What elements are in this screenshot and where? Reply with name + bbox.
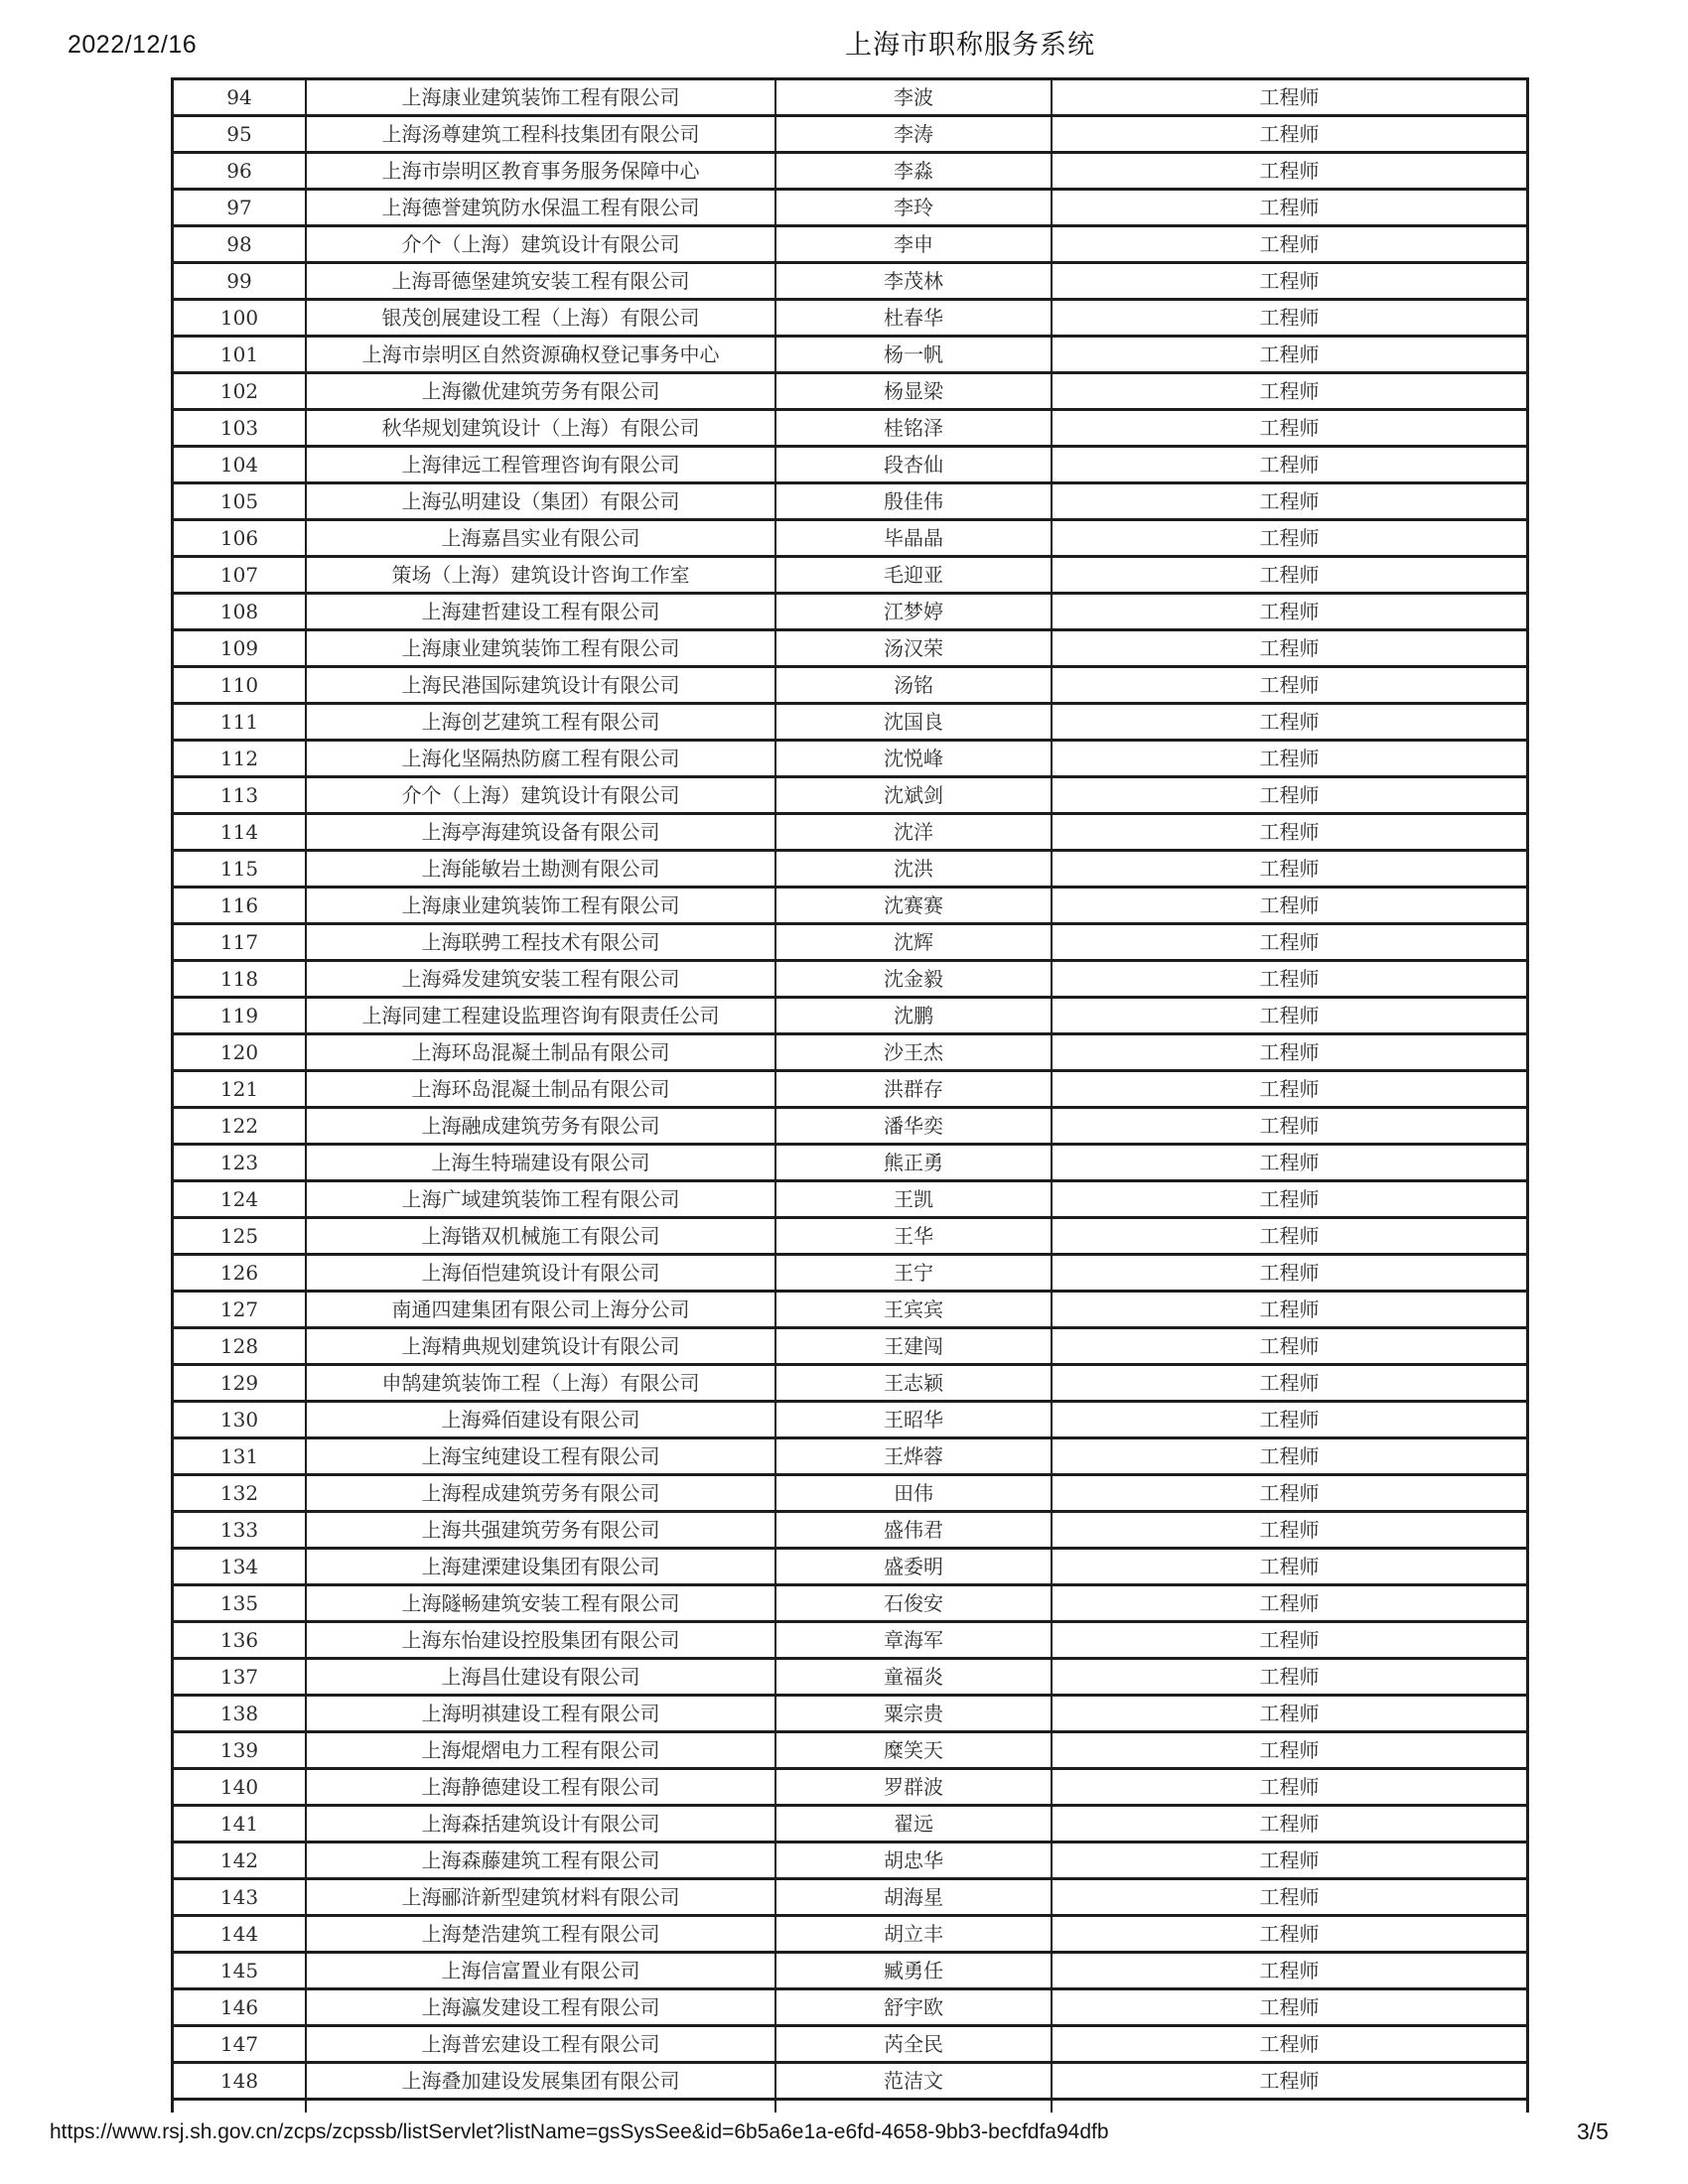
company-cell: 上海市崇明区教育事务服务保障中心 — [307, 154, 776, 188]
company-cell: 上海德誉建筑防水保温工程有限公司 — [307, 191, 776, 224]
company-cell: 上海嘉昌实业有限公司 — [307, 521, 776, 555]
job-title-cell: 工程师 — [1259, 1555, 1320, 1578]
row-number-cell: 108 — [174, 595, 307, 628]
job-title-cell: 工程师 — [1259, 1959, 1320, 1982]
job-title-cell: 工程师 — [1259, 1261, 1320, 1285]
table-row — [174, 742, 1526, 778]
job-title-cell: 工程师 — [1259, 636, 1320, 660]
row-number-cell: 109 — [174, 631, 307, 665]
row-number-cell: 96 — [174, 154, 307, 188]
person-name-cell: 沈悦峰 — [776, 742, 1053, 775]
company-cell: 上海环岛混凝土制品有限公司 — [307, 1035, 776, 1069]
row-number-cell: 147 — [174, 2027, 307, 2061]
company-cell: 介个（上海）建筑设计有限公司 — [307, 227, 776, 261]
person-name-cell: 糜笑天 — [776, 1733, 1053, 1767]
job-title-cell: 工程师 — [1259, 1665, 1320, 1689]
person-name-cell: 殷佳伟 — [776, 484, 1053, 518]
company-cell: 上海徽优建筑劳务有限公司 — [307, 374, 776, 408]
row-number-cell: 119 — [174, 999, 307, 1032]
table-row — [174, 1256, 1526, 1293]
company-cell: 上海联骋工程技术有限公司 — [307, 925, 776, 959]
table-row — [174, 852, 1526, 888]
table-next-row-sliver — [174, 2101, 1526, 2113]
person-name-cell: 章海军 — [776, 1623, 1053, 1657]
row-number-cell: 137 — [174, 1660, 307, 1694]
job-title-cell: 工程师 — [1259, 893, 1320, 917]
print-footer-page: 3/5 — [1577, 2118, 1609, 2144]
job-title-cell: 工程师 — [1259, 783, 1320, 807]
company-cell: 介个（上海）建筑设计有限公司 — [307, 778, 776, 812]
company-cell: 上海化坚隔热防腐工程有限公司 — [307, 742, 776, 775]
table-row — [174, 999, 1526, 1035]
job-title-cell: 工程师 — [1259, 1334, 1320, 1358]
company-cell: 上海共强建筑劳务有限公司 — [307, 1513, 776, 1547]
person-name-cell: 沈洋 — [776, 815, 1053, 849]
row-number-cell: 135 — [174, 1586, 307, 1620]
person-name-cell: 沈辉 — [776, 925, 1053, 959]
row-number-cell: 94 — [174, 80, 307, 114]
row-number-cell: 99 — [174, 264, 307, 298]
person-name-cell: 胡立丰 — [776, 1917, 1053, 1951]
job-title-cell: 工程师 — [1259, 1077, 1320, 1101]
table-row — [174, 448, 1526, 484]
company-cell: 上海楚浩建筑工程有限公司 — [307, 1917, 776, 1951]
row-number-cell: 142 — [174, 1843, 307, 1877]
job-title-cell: 工程师 — [1259, 1848, 1320, 1872]
row-number-cell: 117 — [174, 925, 307, 959]
person-name-cell: 毛迎亚 — [776, 558, 1053, 592]
job-title-cell: 工程师 — [1259, 1518, 1320, 1542]
print-header-date: 2022/12/16 — [68, 31, 198, 59]
row-number-cell: 102 — [174, 374, 307, 408]
person-name-cell: 李涛 — [776, 117, 1053, 151]
job-title-cell: 工程师 — [1259, 563, 1320, 587]
table-row — [174, 191, 1526, 227]
table-row — [174, 264, 1526, 301]
row-number-cell: 103 — [174, 411, 307, 445]
table-row — [174, 1990, 1526, 2027]
table-row — [174, 1072, 1526, 1109]
row-number-cell: 130 — [174, 1403, 307, 1436]
table-row — [174, 1917, 1526, 1954]
row-number-cell: 121 — [174, 1072, 307, 1106]
job-title-cell: 工程师 — [1259, 489, 1320, 513]
person-name-cell: 王烨蓉 — [776, 1439, 1053, 1473]
table-row — [174, 1403, 1526, 1439]
job-title-cell: 工程师 — [1259, 710, 1320, 734]
company-cell: 上海焜熠电力工程有限公司 — [307, 1733, 776, 1767]
job-title-cell: 工程师 — [1259, 122, 1320, 146]
person-name-cell: 汤汉荣 — [776, 631, 1053, 665]
company-cell: 上海融成建筑劳务有限公司 — [307, 1109, 776, 1143]
person-name-cell: 江梦婷 — [776, 595, 1053, 628]
table-row — [174, 1439, 1526, 1476]
row-number-cell: 141 — [174, 1807, 307, 1841]
person-name-cell: 童福炎 — [776, 1660, 1053, 1694]
table-row — [174, 1807, 1526, 1843]
row-number-cell: 107 — [174, 558, 307, 592]
table-row — [174, 1293, 1526, 1329]
company-cell: 上海森括建筑设计有限公司 — [307, 1807, 776, 1841]
company-cell: 上海能敏岩土勘测有限公司 — [307, 852, 776, 886]
row-number-cell: 143 — [174, 1880, 307, 1914]
job-title-cell: 工程师 — [1259, 342, 1320, 366]
row-number-cell: 146 — [174, 1990, 307, 2024]
table-row — [174, 521, 1526, 558]
table-row — [174, 668, 1526, 705]
row-number-cell: 124 — [174, 1182, 307, 1216]
person-name-cell: 翟远 — [776, 1807, 1053, 1841]
job-title-cell: 工程师 — [1259, 85, 1320, 109]
person-name-cell: 杨显梁 — [776, 374, 1053, 408]
table-row — [174, 1366, 1526, 1403]
job-title-cell: 工程师 — [1259, 1297, 1320, 1321]
person-name-cell: 杨一帆 — [776, 338, 1053, 371]
person-name-cell: 沈洪 — [776, 852, 1053, 886]
person-name-cell: 沈国良 — [776, 705, 1053, 739]
table-row — [174, 374, 1526, 411]
table-row — [174, 1623, 1526, 1660]
company-cell: 上海康业建筑装饰工程有限公司 — [307, 80, 776, 114]
company-cell: 上海民港国际建筑设计有限公司 — [307, 668, 776, 702]
person-name-cell: 石俊安 — [776, 1586, 1053, 1620]
company-cell: 上海亭海建筑设备有限公司 — [307, 815, 776, 849]
row-number-cell: 106 — [174, 521, 307, 555]
company-cell: 上海生特瑞建设有限公司 — [307, 1146, 776, 1179]
company-cell: 上海程成建筑劳务有限公司 — [307, 1476, 776, 1510]
job-title-cell: 工程师 — [1259, 269, 1320, 293]
company-cell: 上海信富置业有限公司 — [307, 1954, 776, 1987]
company-cell: 上海创艺建筑工程有限公司 — [307, 705, 776, 739]
job-title-cell: 工程师 — [1259, 967, 1320, 991]
table-row — [174, 962, 1526, 999]
person-name-cell: 王凯 — [776, 1182, 1053, 1216]
person-name-cell: 李茂林 — [776, 264, 1053, 298]
job-title-cell: 工程师 — [1259, 1922, 1320, 1946]
person-name-cell: 舒宇欧 — [776, 1990, 1053, 2024]
table-row — [174, 1586, 1526, 1623]
company-cell: 秋华规划建筑设计（上海）有限公司 — [307, 411, 776, 445]
table-row — [174, 1513, 1526, 1550]
person-name-cell: 沈鹏 — [776, 999, 1053, 1032]
job-title-cell: 工程师 — [1259, 526, 1320, 550]
company-cell: 上海森藤建筑工程有限公司 — [307, 1843, 776, 1877]
job-title-cell: 工程师 — [1259, 1371, 1320, 1395]
person-name-cell: 沈斌剑 — [776, 778, 1053, 812]
row-number-cell: 111 — [174, 705, 307, 739]
company-cell: 上海静德建设工程有限公司 — [307, 1770, 776, 1804]
company-cell: 上海宝纯建设工程有限公司 — [307, 1439, 776, 1473]
company-cell: 上海郦浒新型建筑材料有限公司 — [307, 1880, 776, 1914]
person-name-cell: 芮全民 — [776, 2027, 1053, 2061]
row-number-cell: 101 — [174, 338, 307, 371]
table-row — [174, 227, 1526, 264]
table-row — [174, 1109, 1526, 1146]
row-number-cell: 125 — [174, 1219, 307, 1253]
company-cell: 上海叠加建设发展集团有限公司 — [307, 2064, 776, 2098]
company-cell: 上海同建工程建设监理咨询有限责任公司 — [307, 999, 776, 1032]
person-name-cell: 潘华奕 — [776, 1109, 1053, 1143]
company-cell: 上海广域建筑装饰工程有限公司 — [307, 1182, 776, 1216]
job-title-cell: 工程师 — [1259, 1040, 1320, 1064]
company-cell: 申鹄建筑装饰工程（上海）有限公司 — [307, 1366, 776, 1400]
job-title-cell: 工程师 — [1259, 1004, 1320, 1027]
job-title-cell: 工程师 — [1259, 2032, 1320, 2056]
company-cell: 上海建哲建设工程有限公司 — [307, 595, 776, 628]
company-cell: 上海隧畅建筑安装工程有限公司 — [307, 1586, 776, 1620]
row-number-cell: 118 — [174, 962, 307, 996]
job-title-cell: 工程师 — [1259, 379, 1320, 403]
person-name-cell: 李玲 — [776, 191, 1053, 224]
person-name-cell: 洪群存 — [776, 1072, 1053, 1106]
person-name-cell: 王宾宾 — [776, 1293, 1053, 1326]
company-cell: 上海精典规划建筑设计有限公司 — [307, 1329, 776, 1363]
table-row — [174, 411, 1526, 448]
job-title-cell: 工程师 — [1259, 1702, 1320, 1725]
row-number-cell: 100 — [174, 301, 307, 335]
company-cell: 南通四建集团有限公司上海分公司 — [307, 1293, 776, 1326]
table-row — [174, 1219, 1526, 1256]
person-name-cell: 王宁 — [776, 1256, 1053, 1290]
person-name-cell: 田伟 — [776, 1476, 1053, 1510]
table-row — [174, 1697, 1526, 1733]
table-row — [174, 338, 1526, 374]
row-number-cell: 136 — [174, 1623, 307, 1657]
job-title-cell: 工程师 — [1259, 1995, 1320, 2019]
company-cell: 上海康业建筑装饰工程有限公司 — [307, 631, 776, 665]
table-row — [174, 1035, 1526, 1072]
row-number-cell: 128 — [174, 1329, 307, 1363]
row-number-cell: 95 — [174, 117, 307, 151]
company-cell: 银茂创展建设工程（上海）有限公司 — [307, 301, 776, 335]
table-row — [174, 1770, 1526, 1807]
row-number-cell: 105 — [174, 484, 307, 518]
table-row — [174, 595, 1526, 631]
row-number-cell: 148 — [174, 2064, 307, 2098]
job-title-cell: 工程师 — [1259, 2069, 1320, 2093]
person-name-cell: 李波 — [776, 80, 1053, 114]
company-cell: 策场（上海）建筑设计咨询工作室 — [307, 558, 776, 592]
table-row — [174, 1660, 1526, 1697]
table-row — [174, 558, 1526, 595]
person-name-cell: 沈赛赛 — [776, 888, 1053, 922]
person-name-cell: 沙王杰 — [776, 1035, 1053, 1069]
row-number-cell: 104 — [174, 448, 307, 481]
job-title-cell: 工程师 — [1259, 1408, 1320, 1432]
row-number-cell: 131 — [174, 1439, 307, 1473]
row-number-cell: 97 — [174, 191, 307, 224]
company-cell: 上海东怡建设控股集团有限公司 — [307, 1623, 776, 1657]
row-number-cell: 114 — [174, 815, 307, 849]
row-number-cell: 113 — [174, 778, 307, 812]
person-name-cell: 桂铭泽 — [776, 411, 1053, 445]
job-title-cell: 工程师 — [1259, 600, 1320, 623]
table-row — [174, 888, 1526, 925]
row-number-cell: 126 — [174, 1256, 307, 1290]
job-title-cell: 工程师 — [1259, 1775, 1320, 1799]
table-row — [174, 1733, 1526, 1770]
job-title-cell: 工程师 — [1259, 747, 1320, 770]
table-row — [174, 925, 1526, 962]
job-title-cell: 工程师 — [1259, 1444, 1320, 1468]
row-number-cell: 140 — [174, 1770, 307, 1804]
person-name-cell: 沈金毅 — [776, 962, 1053, 996]
company-cell: 上海哥德堡建筑安装工程有限公司 — [307, 264, 776, 298]
row-number-cell: 122 — [174, 1109, 307, 1143]
job-title-cell: 工程师 — [1259, 232, 1320, 256]
table-row — [174, 1843, 1526, 1880]
row-number-cell: 144 — [174, 1917, 307, 1951]
table-row — [174, 1329, 1526, 1366]
job-title-cell: 工程师 — [1259, 1187, 1320, 1211]
job-title-cell: 工程师 — [1259, 1885, 1320, 1909]
company-cell: 上海市崇明区自然资源确权登记事务中心 — [307, 338, 776, 371]
row-number-cell: 132 — [174, 1476, 307, 1510]
company-cell: 上海佰恺建筑设计有限公司 — [307, 1256, 776, 1290]
person-name-cell: 盛伟君 — [776, 1513, 1053, 1547]
row-number-cell: 133 — [174, 1513, 307, 1547]
row-number-cell: 120 — [174, 1035, 307, 1069]
row-number-cell: 112 — [174, 742, 307, 775]
person-name-cell: 毕晶晶 — [776, 521, 1053, 555]
person-name-cell: 盛委明 — [776, 1550, 1053, 1583]
table-row — [174, 1954, 1526, 1990]
person-name-cell: 胡忠华 — [776, 1843, 1053, 1877]
job-title-cell: 工程师 — [1259, 196, 1320, 219]
table-row — [174, 154, 1526, 191]
job-title-cell: 工程师 — [1259, 306, 1320, 330]
person-name-cell: 王建闯 — [776, 1329, 1053, 1363]
person-name-cell: 臧勇任 — [776, 1954, 1053, 1987]
person-name-cell: 范洁文 — [776, 2064, 1053, 2098]
person-name-cell: 李淼 — [776, 154, 1053, 188]
row-number-cell: 129 — [174, 1366, 307, 1400]
row-number-cell: 139 — [174, 1733, 307, 1767]
company-cell — [307, 2101, 776, 2113]
table-row — [174, 778, 1526, 815]
company-cell: 上海环岛混凝土制品有限公司 — [307, 1072, 776, 1106]
table-row — [174, 1880, 1526, 1917]
person-name-cell: 李申 — [776, 227, 1053, 261]
job-title-cell: 工程师 — [1259, 857, 1320, 881]
person-name-cell — [776, 2101, 1053, 2113]
row-number-cell: 145 — [174, 1954, 307, 1987]
company-cell: 上海明祺建设工程有限公司 — [307, 1697, 776, 1730]
table-row — [174, 631, 1526, 668]
job-title-cell: 工程师 — [1259, 159, 1320, 183]
titles-table — [171, 77, 1529, 2113]
person-name-cell: 王昭华 — [776, 1403, 1053, 1436]
row-number-cell: 98 — [174, 227, 307, 261]
company-cell: 上海建溧建设集团有限公司 — [307, 1550, 776, 1583]
table-row — [174, 1146, 1526, 1182]
job-title-cell: 工程师 — [1259, 1224, 1320, 1248]
row-number-cell: 138 — [174, 1697, 307, 1730]
table-rows — [174, 80, 1526, 2101]
table-row — [174, 80, 1526, 117]
company-cell: 上海汤尊建筑工程科技集团有限公司 — [307, 117, 776, 151]
row-number-cell: 116 — [174, 888, 307, 922]
company-cell: 上海律远工程管理咨询有限公司 — [307, 448, 776, 481]
person-name-cell: 杜春华 — [776, 301, 1053, 335]
table-row — [174, 1182, 1526, 1219]
job-title-cell: 工程师 — [1259, 453, 1320, 477]
person-name-cell: 王志颖 — [776, 1366, 1053, 1400]
print-header-title: 上海市职称服务系统 — [845, 30, 1095, 60]
job-title-cell: 工程师 — [1259, 1738, 1320, 1762]
person-name-cell: 胡海星 — [776, 1880, 1053, 1914]
table-row — [174, 1476, 1526, 1513]
table-row — [174, 2064, 1526, 2101]
company-cell: 上海昌仕建设有限公司 — [307, 1660, 776, 1694]
job-title-cell: 工程师 — [1259, 1812, 1320, 1836]
job-title-cell — [1053, 2101, 1526, 2113]
table-row — [174, 1550, 1526, 1586]
table-row — [174, 117, 1526, 154]
company-cell: 上海锴双机械施工有限公司 — [307, 1219, 776, 1253]
table-row — [174, 2027, 1526, 2064]
person-name-cell: 汤铭 — [776, 668, 1053, 702]
job-title-cell: 工程师 — [1259, 1114, 1320, 1138]
job-title-cell: 工程师 — [1259, 673, 1320, 697]
row-number-cell: 110 — [174, 668, 307, 702]
job-title-cell: 工程师 — [1259, 1151, 1320, 1174]
table-row — [174, 705, 1526, 742]
row-number-cell — [174, 2101, 307, 2113]
company-cell: 上海舜佰建设有限公司 — [307, 1403, 776, 1436]
job-title-cell: 工程师 — [1259, 930, 1320, 954]
company-cell: 上海普宏建设工程有限公司 — [307, 2027, 776, 2061]
company-cell: 上海瀛发建设工程有限公司 — [307, 1990, 776, 2024]
table-row — [174, 815, 1526, 852]
person-name-cell: 罗群波 — [776, 1770, 1053, 1804]
job-title-cell: 工程师 — [1259, 1628, 1320, 1652]
company-cell: 上海康业建筑装饰工程有限公司 — [307, 888, 776, 922]
person-name-cell: 王华 — [776, 1219, 1053, 1253]
row-number-cell: 134 — [174, 1550, 307, 1583]
print-footer-url: https://www.rsj.sh.gov.cn/zcps/zcpssb/listServlet?listName=gsSysSee&id=6b5a6e1a-e6fd-4658-9bb3-becfdfa94dfb — [50, 2120, 1109, 2143]
table-row — [174, 301, 1526, 338]
job-title-cell: 工程师 — [1259, 416, 1320, 440]
person-name-cell: 熊正勇 — [776, 1146, 1053, 1179]
person-name-cell: 粟宗贵 — [776, 1697, 1053, 1730]
row-number-cell: 123 — [174, 1146, 307, 1179]
table-row — [174, 484, 1526, 521]
company-cell: 上海舜发建筑安装工程有限公司 — [307, 962, 776, 996]
row-number-cell: 115 — [174, 852, 307, 886]
row-number-cell: 127 — [174, 1293, 307, 1326]
company-cell: 上海弘明建设（集团）有限公司 — [307, 484, 776, 518]
job-title-cell: 工程师 — [1259, 1481, 1320, 1505]
person-name-cell: 段杏仙 — [776, 448, 1053, 481]
job-title-cell: 工程师 — [1259, 1591, 1320, 1615]
job-title-cell: 工程师 — [1259, 820, 1320, 844]
